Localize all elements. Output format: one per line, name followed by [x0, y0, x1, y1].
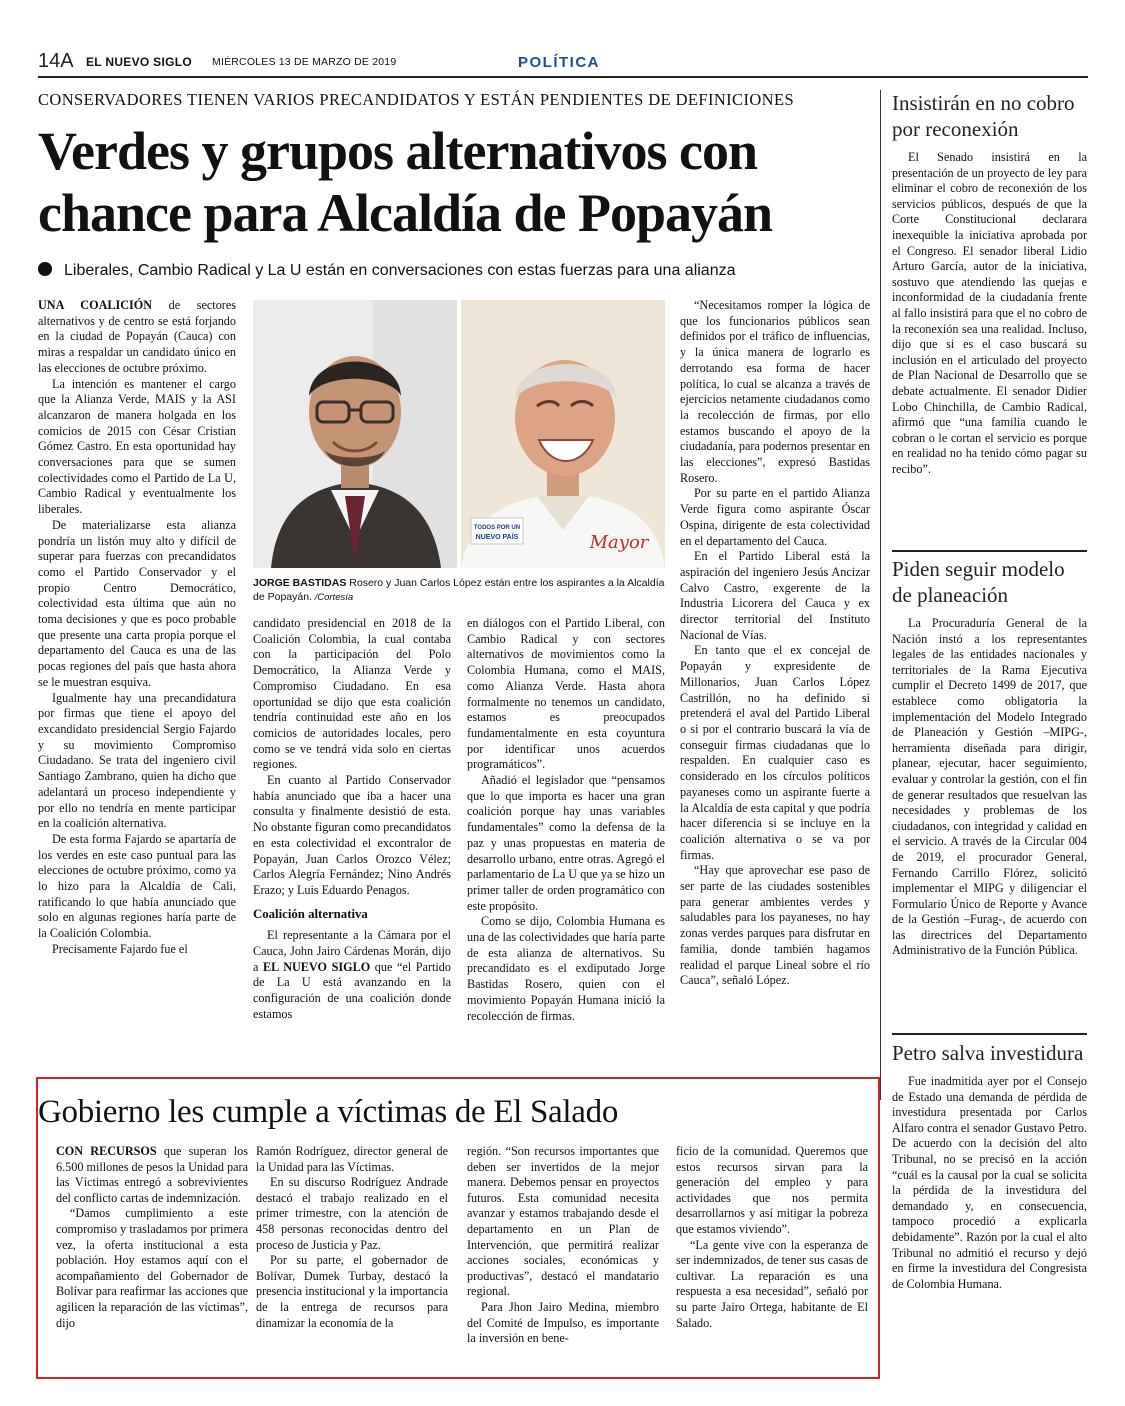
brief-body: La Procuraduría General de la Nación instó a los representantes legales de las entidades nacionales y territoriales de la Rama Ejecutiva cumplir el Decreto 1499 de 2017, que establece como obligatoria la implementación del Modelo Integrado de Planeación y Gestión –MIPG-, herramienta diseñada para dirigir, planear, ejecutar, hacer seguimiento, evaluar y controlar la gestión, con el fin de generar resultados que resuelvan las necesidades y problemas de los ciudadanos, con integridad y calidad en el servicio. A través de la Circular 004 de 2019, el procurador General, Fernando Carrillo Flórez, solicitó implementar el MIPG y diligenciar el Formulario Único de Reporte y Avance de la Gestión –Furag-, de acuerdo con las directrices del Departamento Administrativo de la Función Pública. — [892, 616, 1087, 958]
paragraph: En su discurso Rodríguez Andrade destacó el trabajo realizado en el primer trimestre, con la atención de 458 personas reconocidas dentro del proceso de Justicia y Paz. — [256, 1175, 448, 1252]
page-number: 14A — [38, 50, 74, 72]
sidebar-brief-2 — [892, 556, 1087, 959]
photo-pair — [253, 300, 665, 568]
header-divider — [38, 76, 1088, 78]
main-column-2 — [253, 616, 451, 1023]
caption-credit: /Cortesía — [311, 592, 354, 603]
bullet-icon — [38, 262, 52, 276]
brief-title: Petro salva investidura — [892, 1041, 1084, 1065]
paragraph-text: que superan los 6.500 millones de pesos la Unidad para las Víctimas entregó a sobrevivientes del conflicto cartas de indemnización. — [56, 1144, 248, 1205]
paragraph: Precisamente Fajardo fue el — [52, 941, 188, 956]
newspaper-name: EL NUEVO SIGLO — [86, 55, 192, 69]
paragraph — [56, 1144, 248, 1206]
paragraph: Para Jhon Jairo Medina, miembro del Comité de Impulso, es importante la inversión en bene- — [467, 1299, 659, 1346]
caption-text: Rosero y Juan Carlos López están entre los aspirantes a la Alcaldía de Popayán. — [253, 577, 665, 603]
paragraph-text: que “el Partido de La U está avanzando en la configuración de una coalición donde estamos — [253, 959, 451, 1021]
paragraph: “Hay que aprovechar ese paso de ser parte de las ciudades sostenibles para generar ambientes verdes y saludables para los payaneses, no hay zonas verdes parques para disfrutar en familia, donde también hagamos realidad el parque Lineal sobre el río Cauca”, señaló López. — [680, 863, 870, 988]
section-label: POLÍTICA — [518, 54, 600, 71]
paragraph: “Necesitamos romper la lógica de que los funcionarios públicos sean definidos por el tráfico de influencias, y la única manera de lograrlo es derrotando esa forma de hacer política, lo cual se alcanza a través de ejercicios netamente ciudadanos como la recolección de firmas, por ello estamos buscando el apoyo de la ciudadanía, para podernos presentar en las elecciones”, expresó Bastidas Rosero. — [680, 298, 870, 485]
box-headline: Gobierno les cumple a víctimas de El Salado — [38, 1094, 619, 1130]
paragraph: región. “Son recursos importantes que deben ser invertidos de la mejor manera. Debemos pensar en proyectos futuros. Esta comunidad necesita avanzar y estamos trabajando desde el departamento en un Plan de Intervención, que permitirá realizar acciones sociales, económicas y productivas”, destacó el mandatario regional. — [467, 1144, 659, 1299]
brief-title: Insistirán en no cobro por reconexión — [892, 91, 1075, 141]
lead-in: UNA COALICIÓN — [38, 298, 153, 312]
sidebar-brief-1 — [892, 90, 1087, 477]
page-header — [38, 50, 1088, 78]
paragraph: Por su parte, el gobernador de Bolívar, Dumek Turbay, destacó la presencia institucional y la importancia de la entrega de recursos para dinamizar la economía de la — [256, 1253, 448, 1330]
portrait-man-glasses-icon — [253, 300, 457, 568]
portrait-smiling-man-icon — [461, 300, 665, 568]
main-column-4 — [680, 298, 870, 989]
paragraph: Por su parte en el partido Alianza Verde figura como aspirante Óscar Ospina, dirigente de esta colectividad en el departamento del Cauca. — [680, 486, 870, 548]
paragraph: ficio de la comunidad. Queremos que estos recursos sirvan para la generación del empleo y para actividades que nos permita desarrollarnos y así mitigar la pobreza que estamos viviendo”. — [676, 1144, 868, 1236]
brief-body: El Senado insistirá en la presentación de un proyecto de ley para eliminar el cobro de reconexión de los servicios públicos, después de que la Corte Constitucional declarara inexequible la iniciativa aprobada por el Congreso. El senador liberal Lidio Arturo García, autor de la iniciativa, sostuvo que atendiendo las quejas e inconformidad de la ciudadanía frente al fallo insistirá para que el no cobro de la reconexión sea una realidad. Incluso, dijo que si es el caso buscará su inclusión en el articulado del proyecto de Plan Nacional de Desarrollo que se debate actualmente. El senador Didier Lobo Chinchilla, de Cambio Radical, afirmó que “una familia cuando le cobran o le cortan el servicio es porque en realidad no ha tenido cómo pagar su recibo”. — [892, 150, 1087, 476]
paragraph: De esta forma Fajardo se apartaría de los verdes en este caso puntual para las elecciones de octubre próximo, como ya lo hizo para la Alcaldía de Cali, ratificando lo que había anunciado que solo en algunas regiones haría parte de la Coalición Colombia. — [38, 831, 236, 941]
main-kicker: CONSERVADORES TIENEN VARIOS PRECANDIDATOS Y ESTÁN PENDIENTES DE DEFINICIONES — [38, 90, 795, 109]
box-column-2 — [256, 1144, 448, 1331]
paragraph: en diálogos con el Partido Liberal, con Cambio Radical y con sectores alternativos de movimientos como la Colombia Humana, como el MAIS, como Alianza Verde. Hasta ahora formalmente no tenemos un candidato, estamos es preocupados fundamentalmente en esta coyuntura por identificar unos acuerdos programáticos”. — [467, 616, 665, 772]
paragraph: “La gente vive con la esperanza de ser indemnizados, de tener sus casas de cultivar. La reparación es una respuesta a esa necesidad”, señaló por su parte Jairo Ortega, habitante de El Salado. — [676, 1237, 868, 1330]
brief-title: Piden seguir modelo de planeación — [892, 557, 1065, 607]
photo-jorge-bastidas — [253, 300, 457, 568]
paragraph: Añadió el legislador que “pensamos que lo que importa es hacer una gran coalición porque hay unas variables fundamentales” como la defensa de la paz y unas propuestas en materia de desarrollo urbano, entre otras. Agregó el parlamentario de La U que ya se hizo un primer taller de orden programático con este propósito. — [467, 773, 665, 913]
sidebar-brief-3 — [892, 1040, 1087, 1292]
sidebar-divider — [880, 90, 881, 1100]
subheading: Coalición alternativa — [253, 906, 368, 921]
paragraph: candidato presidencial en 2018 de la Coalición Colombia, la cual contaba con la participación del Polo Democrático, la Alianza Verde y Compromiso Ciudadano. En esa oportunidad se dijo que esta coalición tendría continuidad este año en los comicios de autoridades locales, pero como se ve tendrá vida solo en ciertas regiones. — [253, 616, 451, 772]
box-column-4 — [676, 1144, 868, 1331]
box-column-3 — [467, 1144, 659, 1347]
paragraph: “Damos cumplimiento a este compromiso y trasladamos por primera vez, la oferta institucional a esta población. Hoy estamos aquí con el acompañamiento del Gobernador de Bolívar para reafirmar las acciones que agilicen la reparación de las víctimas”, dijo — [56, 1206, 248, 1330]
paragraph: En el Partido Liberal está la aspiración del ingeniero Jesús Ancizar Calvo Castro, exgerente de la Industria Licorera del Cauca y ex director territorial del Instituto Nacional de Vías. — [680, 549, 870, 642]
main-headline: Verdes y grupos alternativos con chance para Alcaldía de Popayán — [38, 121, 773, 243]
main-column-3 — [467, 616, 665, 1024]
paragraph: Igualmente hay una precandidatura por firmas que tiene el apoyo del excandidato presidencial Sergio Fajardo y su movimiento Compromiso Ciudadano. Se trata del ingeniero civil Santiago Zambrano, quien ha dicho que adelantará un proceso independiente y por ello no tendría en mente participar en la coalición alternativa. — [38, 690, 236, 831]
paragraph: En cuanto al Partido Conservador había anunciado que iba a hacer una consulta y finalmente desistió de esta. No obstante figuran como precandidatos en esta colectividad el excontralor de Popayán, Juan Carlos Orozco Vélez; Carlos Alegría Fernández; Nino Andrés Erazo; y Luis Eduardo Penagos. — [253, 773, 451, 897]
photo-juan-carlos-lopez — [461, 300, 665, 568]
paragraph-text: de sectores alternativos y de centro se está forjando en la ciudad de Popayán (Cauca) con miras a respaldar un candidato único en las elecciones de octubre próximo. — [38, 298, 236, 375]
brief-divider — [892, 1033, 1087, 1035]
photo-caption — [253, 576, 665, 605]
main-column-1 — [38, 298, 236, 958]
paragraph: La intención es mantener el cargo que la Alianza Verde, MAIS y la ASI alcanzaron de manera holgada en los comicios de 2015 con César Cristian Gómez Castro. En esta oportunidad hay conversaciones para que se sumen colectividades como el Partido de La U, Cambio Radical y eventualmente los liberales. — [38, 376, 236, 517]
issue-date: MIÉRCOLES 13 DE MARZO DE 2019 — [212, 56, 397, 68]
paragraph: De materializarse esta alianza pondría un listón muy alto y difícil de superar para fuerzas con precandidatos como el Partido Conservador y el propio Centro Democrático, colectividad esta última que aún no toma decisiones y que es poco probable que presente una carta propia porque el departamento del Cauca es una de las pocas regiones del país que hasta ahora se le muestran esquiva. — [38, 517, 236, 689]
paragraph: Ramón Rodríguez, director general de la Unidad para las Víctimas. — [256, 1144, 448, 1174]
lead-in: CON RECURSOS — [56, 1144, 157, 1158]
paragraph — [253, 928, 451, 1022]
paragraph: En tanto que el ex concejal de Popayán y expresidente de Millonarios, Juan Carlos López Castrillón, no ha definido si pretenderá el aval del Partido Liberal o si por el contrario buscará la vía de conseguir firmas ciudadanas que lo respalden. En cualquier caso es considerado en los círculos políticos payaneses como un aspirante fuerte a la Alcaldía de esta capital y que podría hacer diferencia si se incluye en la coalición alternativa o se va por firmas. — [680, 643, 870, 862]
brief-body: Fue inadmitida ayer por el Consejo de Estado una demanda de pérdida de investidura presentada por Carlos Alfaro contra el senador Gustavo Petro. De acuerdo con la decisión del alto Tribunal, no se precisó en la acción “cuál es la causal por la cual se solicita la pérdida de la investidura del demandado y, en consecuencia, tampoco procedió a explicarla debidamente”. Razón por la cual el alto Tribunal no admitió el recurso y dejó en firme la investidura del Congresista de Colombia Humana. — [892, 1074, 1087, 1291]
shirt-logo-text: Mayor — [589, 532, 649, 553]
paragraph: Como se dijo, Colombia Humana es una de las colectividades que haría parte de esta alianza de alternativos. Su precandidato es el exdiputado Jorge Bastidas Rosero, quien con el movimiento Popayán Humana inició la recolección de firmas. — [467, 914, 665, 1023]
brief-divider — [892, 550, 1087, 552]
shirt-slogan-line-1: TODOS POR UN — [473, 525, 521, 531]
main-deck-text: Liberales, Cambio Radical y La U están en conversaciones con estas fuerzas para una alianza — [64, 262, 736, 279]
paragraph-text: El representante a la Cámara por el Cauca, John Jairo Cárdenas Morán, dijo a — [253, 928, 451, 974]
paragraph — [38, 298, 236, 377]
shirt-slogan-line-2: NUEVO PAÍS — [475, 534, 519, 541]
newspaper-mention: EL NUEVO SIGLO — [263, 959, 371, 974]
box-column-1 — [56, 1144, 248, 1331]
main-deck — [38, 262, 868, 280]
caption-bold: JORGE BASTIDAS — [253, 577, 347, 589]
